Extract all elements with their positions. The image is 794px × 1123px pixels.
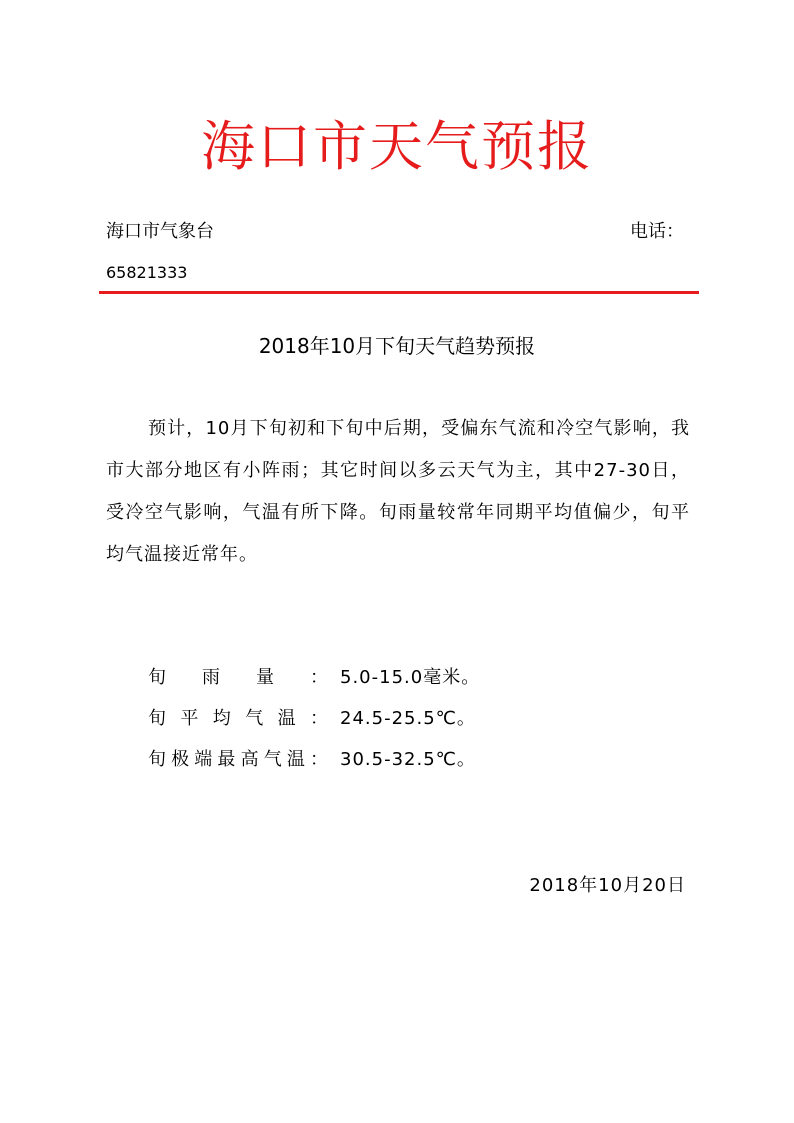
phone-number: 65821333 [106, 263, 188, 282]
stat-label: 旬平均气温： [148, 708, 328, 729]
document-title: 2018年10月下旬天气趋势预报 [258, 334, 536, 358]
stat-value: 5.0-15.0毫米。 [340, 667, 481, 688]
stat-rainfall [148, 664, 480, 692]
header-divider [99, 291, 699, 294]
stat-average-temperature [148, 705, 476, 733]
stat-label: 旬雨量： [148, 667, 328, 688]
stat-value: 24.5-25.5℃。 [340, 708, 476, 729]
issuing-organization: 海口市气象台 [106, 221, 214, 242]
phone-label: 电话： [630, 221, 684, 242]
stat-value: 30.5-32.5℃。 [340, 749, 476, 770]
masthead-title: 海口市天气预报 [201, 115, 593, 178]
stat-label: 旬极端最高气温： [148, 749, 328, 770]
stat-max-temperature [148, 746, 476, 774]
forecast-paragraph: 预计，10月下旬初和下旬中后期，受偏东气流和冷空气影响，我市大部分地区有小阵雨；其它时间以多云天气为主，其中27-30日，受冷空气影响，气温有所下降。旬雨量较常年同期平均值偏少，旬平均气温接近常年。 [106, 418, 690, 565]
issue-date: 2018年10月20日 [529, 875, 686, 896]
